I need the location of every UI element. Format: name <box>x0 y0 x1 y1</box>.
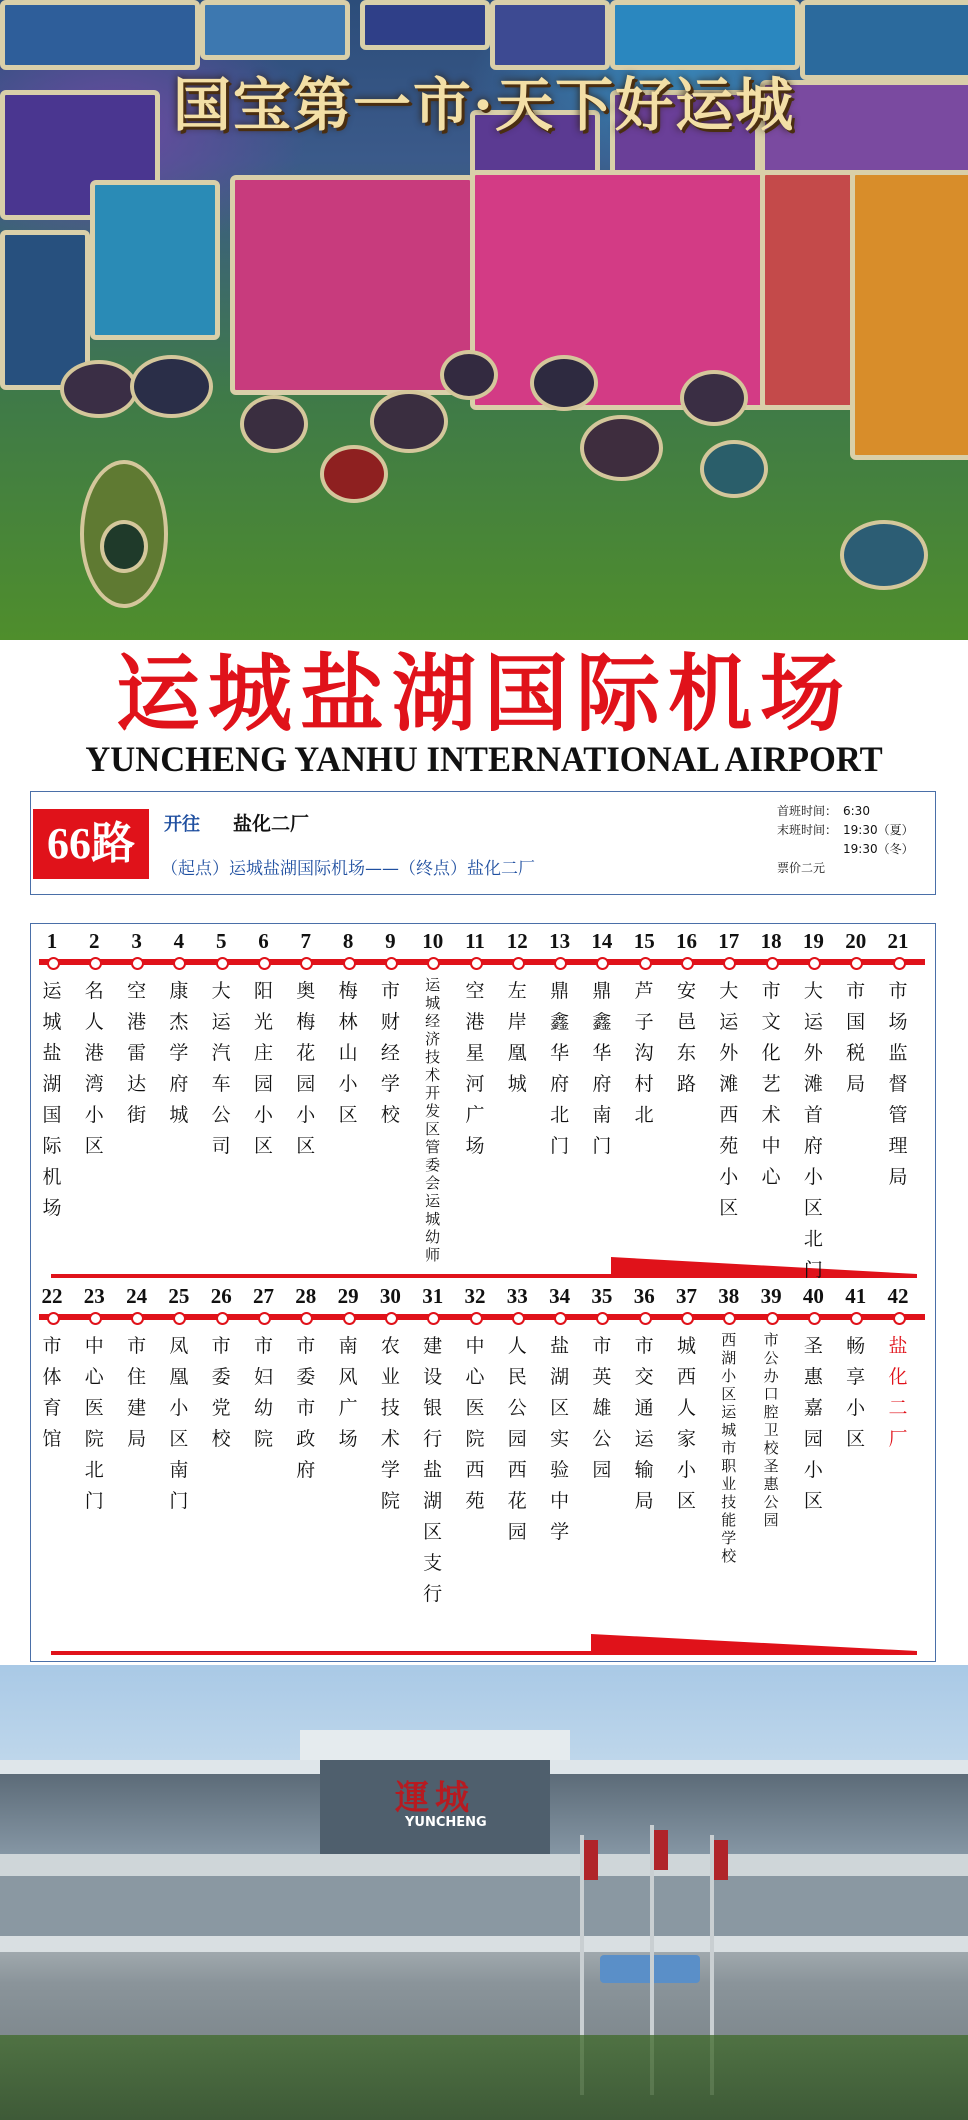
bus-stop <box>877 1283 919 1455</box>
stop-marker <box>427 957 440 970</box>
stop-number: 5 <box>215 929 227 953</box>
terminal-building-photo <box>0 1665 968 2120</box>
stop-marker <box>766 957 779 970</box>
schedule-info <box>777 802 914 878</box>
stop-name: 城西人家小区 <box>676 1335 696 1512</box>
stop-marker <box>596 1312 609 1325</box>
bus-stop <box>243 1283 285 1455</box>
stop-marker <box>554 957 567 970</box>
stop-number: 19 <box>802 929 824 953</box>
stop-marker <box>512 1312 525 1325</box>
stop-name: 中心医院北门 <box>84 1335 104 1512</box>
stop-name: 市委市政府 <box>296 1335 316 1481</box>
stop-name: 南风广场 <box>338 1335 358 1450</box>
bus-stop <box>708 1283 750 1565</box>
stop-name: 市委党校 <box>211 1335 231 1450</box>
stop-name: 市公办口腔卫校圣惠公园 <box>763 1331 779 1529</box>
stop-number: 35 <box>591 1284 613 1308</box>
stop-name: 大运外滩西苑小区 <box>719 980 739 1219</box>
stop-name: 盐湖区实验中学 <box>550 1335 570 1543</box>
first-bus-time: 6:30 <box>843 804 870 818</box>
stop-marker <box>385 957 398 970</box>
stop-marker <box>343 1312 356 1325</box>
stop-marker <box>300 1312 313 1325</box>
stop-name: 运城经济技术开发区管委会运城幼师 <box>425 976 441 1264</box>
stop-number: 36 <box>633 1284 655 1308</box>
stop-name: 凤凰小区南门 <box>169 1335 189 1512</box>
stop-number: 18 <box>760 929 782 953</box>
stop-number: 32 <box>464 1284 486 1308</box>
stop-number: 38 <box>718 1284 740 1308</box>
stop-marker <box>216 957 229 970</box>
stop-name: 康杰学府城 <box>169 980 189 1126</box>
stop-marker <box>681 1312 694 1325</box>
bus-stop <box>496 928 538 1100</box>
stop-number: 41 <box>845 1284 867 1308</box>
stops-row-2 <box>31 1279 937 1661</box>
stop-marker <box>216 1312 229 1325</box>
stop-marker <box>173 1312 186 1325</box>
stop-marker <box>808 957 821 970</box>
stop-marker <box>131 957 144 970</box>
stop-marker <box>808 1312 821 1325</box>
stop-name: 市体育馆 <box>42 1335 62 1450</box>
last-bus-winter: 19:30（冬） <box>843 842 914 856</box>
stop-number: 4 <box>173 929 185 953</box>
stop-marker <box>554 1312 567 1325</box>
bus-stop <box>31 1283 73 1455</box>
stop-name: 市交通运输局 <box>634 1335 654 1512</box>
stop-number: 21 <box>887 929 909 953</box>
stop-marker <box>470 1312 483 1325</box>
stop-name: 安邑东路 <box>676 980 696 1095</box>
terminal-sign-cn: 運城 <box>395 1778 475 1818</box>
bus-stop <box>412 928 454 1264</box>
stop-number: 33 <box>506 1284 528 1308</box>
stop-number: 28 <box>295 1284 317 1308</box>
stop-number: 12 <box>506 929 528 953</box>
stop-marker <box>639 957 652 970</box>
tagline: 国宝第一市·天下好运城 <box>172 71 796 139</box>
stop-number: 22 <box>41 1284 63 1308</box>
stop-marker <box>850 957 863 970</box>
direction-arrow-wedge <box>51 1254 917 1278</box>
stop-name: 梅林山小区 <box>338 980 358 1126</box>
stop-number: 25 <box>168 1284 190 1308</box>
stop-marker <box>639 1312 652 1325</box>
stop-name: 鼎鑫华府南门 <box>592 980 612 1157</box>
bus-stop <box>412 1283 454 1610</box>
stop-marker <box>89 1312 102 1325</box>
stop-name: 西湖小区运城市职业技能学校 <box>721 1331 737 1565</box>
stop-marker <box>723 1312 736 1325</box>
stop-number: 20 <box>845 929 867 953</box>
stop-marker <box>385 1312 398 1325</box>
airport-title-cn: 运城盐湖国际机场 <box>115 644 852 743</box>
stop-number: 37 <box>676 1284 697 1308</box>
stop-marker <box>47 1312 60 1325</box>
last-bus-label: 末班时间： <box>777 823 838 837</box>
stop-marker <box>723 957 736 970</box>
stop-number: 6 <box>258 929 269 953</box>
stop-number: 26 <box>210 1284 232 1308</box>
stop-name: 运城盐湖国际机场 <box>42 980 62 1219</box>
direction-arrow-wedge <box>51 1631 917 1655</box>
stop-number: 15 <box>633 929 655 953</box>
stop-number: 34 <box>549 1284 571 1308</box>
stop-name: 大运外滩首府小区北门 <box>803 980 823 1281</box>
first-bus-label: 首班时间： <box>777 804 838 818</box>
stop-number: 1 <box>46 929 58 953</box>
bus-stop <box>792 928 834 1286</box>
stop-name: 市场监督管理局 <box>888 980 908 1188</box>
stop-name: 市财经学校 <box>380 980 400 1126</box>
stop-marker <box>89 957 102 970</box>
stop-name: 芦子沟村北 <box>634 980 654 1126</box>
stop-number: 9 <box>385 929 396 953</box>
salt-lake-aerial-photo <box>0 0 968 640</box>
stop-marker <box>893 957 906 970</box>
stop-marker <box>850 1312 863 1325</box>
bus-stop <box>31 928 73 1224</box>
stop-number: 13 <box>549 929 571 953</box>
direction-destination: 盐化二厂 <box>233 813 310 835</box>
stop-name: 名人港湾小区 <box>84 980 104 1157</box>
stop-marker <box>343 957 356 970</box>
stop-number: 7 <box>300 929 312 953</box>
stop-marker <box>766 1312 779 1325</box>
stop-name: 左岸凰城 <box>507 980 527 1095</box>
stop-marker <box>131 1312 144 1325</box>
stop-name: 市文化艺术中心 <box>761 980 781 1188</box>
stop-name: 农业技术学院 <box>380 1335 400 1512</box>
stop-marker <box>512 957 525 970</box>
stop-name: 大运汽车公司 <box>211 980 231 1157</box>
last-bus-summer: 19:30（夏） <box>843 823 914 837</box>
stop-marker <box>173 957 186 970</box>
direction-label: 开往 <box>164 814 200 835</box>
stop-name: 人民公园西花园 <box>507 1335 527 1543</box>
terminal-sign-en: YUNCHENG <box>405 1815 487 1830</box>
airport-title-en: YUNCHENG YANHU INTERNATIONAL AIRPORT <box>85 739 883 779</box>
stop-number: 8 <box>342 929 354 953</box>
bus-stop <box>835 1283 877 1455</box>
stop-name: 阳光庄园小区 <box>253 980 273 1157</box>
bus-stop <box>327 1283 369 1455</box>
stop-number: 2 <box>89 929 100 953</box>
bus-stop <box>666 928 708 1100</box>
stop-number: 17 <box>718 929 740 953</box>
stop-name: 建设银行盐湖区支行 <box>423 1335 443 1605</box>
stop-name: 市国税局 <box>846 980 866 1095</box>
stop-name: 市住建局 <box>127 1335 147 1450</box>
stop-name: 畅享小区 <box>846 1335 866 1450</box>
stop-marker <box>427 1312 440 1325</box>
stop-number: 24 <box>126 1284 148 1308</box>
stop-marker <box>300 957 313 970</box>
stop-number: 11 <box>465 929 485 953</box>
stop-name: 奥梅花园小区 <box>296 980 316 1157</box>
stop-number: 39 <box>760 1284 782 1308</box>
stop-marker <box>681 957 694 970</box>
stop-name: 空港星河广场 <box>465 980 485 1157</box>
stop-name: 空港雷达街 <box>127 980 147 1126</box>
stop-number: 23 <box>83 1284 105 1308</box>
stop-number: 3 <box>131 929 142 953</box>
stop-number: 10 <box>422 929 444 953</box>
stop-number: 14 <box>591 929 613 953</box>
stop-marker <box>596 957 609 970</box>
stop-name: 圣惠嘉园小区 <box>803 1335 823 1512</box>
bus-stop <box>116 1283 158 1455</box>
route-terminals: （起点）运城盐湖国际机场——（终点）盐化二厂 <box>161 859 535 879</box>
stop-number: 27 <box>253 1284 274 1308</box>
fare-text: 票价二元 <box>777 861 826 875</box>
stop-marker <box>470 957 483 970</box>
stop-name: 中心医院西苑 <box>465 1335 485 1512</box>
stop-number: 31 <box>422 1284 444 1308</box>
stop-number: 16 <box>676 929 697 953</box>
route-number-badge: 66路 <box>33 809 149 879</box>
bus-stop <box>708 928 750 1224</box>
stop-number: 30 <box>379 1284 401 1308</box>
route-stops-box <box>30 923 936 1662</box>
stop-name: 市英雄公园 <box>592 1335 612 1481</box>
stop-number: 29 <box>337 1284 359 1308</box>
stops-row-1 <box>31 924 937 1281</box>
bus-stop <box>200 1283 242 1455</box>
stop-number: 42 <box>887 1284 909 1308</box>
stop-marker <box>258 1312 271 1325</box>
stop-marker <box>47 957 60 970</box>
stop-number: 40 <box>802 1284 824 1308</box>
stop-marker <box>893 1312 906 1325</box>
stop-name: 鼎鑫华府北门 <box>550 980 570 1157</box>
route-info-box <box>30 791 936 895</box>
bus-stop <box>835 928 877 1100</box>
stop-marker <box>258 957 271 970</box>
stop-name: 市妇幼院 <box>253 1335 273 1450</box>
stop-name: 盐化二厂 <box>888 1335 908 1450</box>
